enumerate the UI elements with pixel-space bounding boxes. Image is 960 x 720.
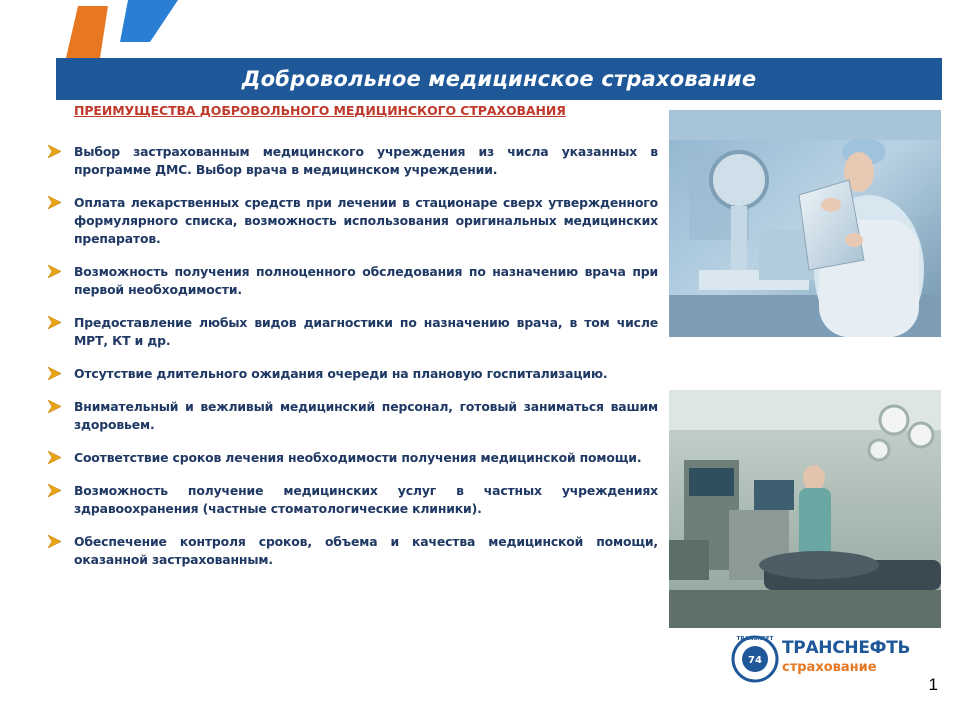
benefit-text: Обеспечение контроля сроков, объема и качества медицинской помощи, оказанной застрахованным. bbox=[74, 534, 658, 567]
arrow-bullet-icon bbox=[48, 196, 61, 209]
benefit-text: Выбор застрахованным медицинского учреждения из числа указанных в программе ДМС. Выбор врача в медицинском учреждении. bbox=[74, 144, 658, 177]
arrow-bullet-icon bbox=[48, 367, 61, 380]
title-bar bbox=[56, 58, 942, 100]
arrow-bullet-icon bbox=[48, 484, 61, 497]
benefit-item bbox=[48, 314, 658, 350]
benefit-item bbox=[48, 398, 658, 434]
transneft-seal-icon bbox=[730, 630, 780, 688]
benefit-text: Соответствие сроков лечения необходимости получения медицинской помощи. bbox=[74, 450, 642, 465]
svg-text:TRANSNEFT: TRANSNEFT bbox=[736, 636, 774, 642]
benefit-item bbox=[48, 365, 658, 383]
brand-stripes-logo bbox=[58, 0, 178, 58]
page-number: 1 bbox=[928, 675, 938, 694]
arrow-bullet-icon bbox=[48, 451, 61, 464]
page-title: Добровольное медицинское страхование bbox=[241, 67, 757, 91]
arrow-bullet-icon bbox=[48, 145, 61, 158]
transneft-logo bbox=[730, 630, 920, 690]
benefit-text: Предоставление любых видов диагностики по назначению врача, в том числе МРТ, КТ и др. bbox=[74, 315, 658, 348]
arrow-bullet-icon bbox=[48, 265, 61, 278]
benefit-text: Оплата лекарственных средств при лечении в стационаре сверх утвержденного формулярного списка, возможность использования оригинальных медицинских препаратов. bbox=[74, 195, 658, 246]
brand-name: ТРАНСНЕФТЬ bbox=[782, 638, 911, 658]
benefit-text: Внимательный и вежливый медицинский персонал, готовый заниматься вашим здоровьем. bbox=[74, 399, 658, 432]
benefit-item bbox=[48, 263, 658, 299]
section-subtitle: ПРЕИМУЩЕСТВА ДОБРОВОЛЬНОГО МЕДИЦИНСКОГО СТРАХОВАНИЯ bbox=[74, 103, 566, 118]
doctor-xray-photo bbox=[669, 110, 941, 337]
benefit-item bbox=[48, 482, 658, 518]
arrow-bullet-icon bbox=[48, 535, 61, 548]
svg-text:74: 74 bbox=[748, 655, 762, 666]
arrow-bullet-icon bbox=[48, 400, 61, 413]
benefits-list bbox=[48, 143, 658, 584]
arrow-bullet-icon bbox=[48, 316, 61, 329]
benefit-item bbox=[48, 533, 658, 569]
benefit-text: Возможность получения полноценного обследования по назначению врача при первой необходимости. bbox=[74, 264, 658, 297]
benefit-item bbox=[48, 449, 658, 467]
benefit-text: Возможность получение медицинских услуг в частных учреждениях здравоохранения (частные стоматологические клиники). bbox=[74, 483, 658, 516]
benefit-item bbox=[48, 143, 658, 179]
brand-subtitle: страхование bbox=[782, 660, 877, 675]
benefit-text: Отсутствие длительного ожидания очереди на плановую госпитализацию. bbox=[74, 366, 608, 381]
benefit-item bbox=[48, 194, 658, 248]
operating-room-photo bbox=[669, 390, 941, 628]
